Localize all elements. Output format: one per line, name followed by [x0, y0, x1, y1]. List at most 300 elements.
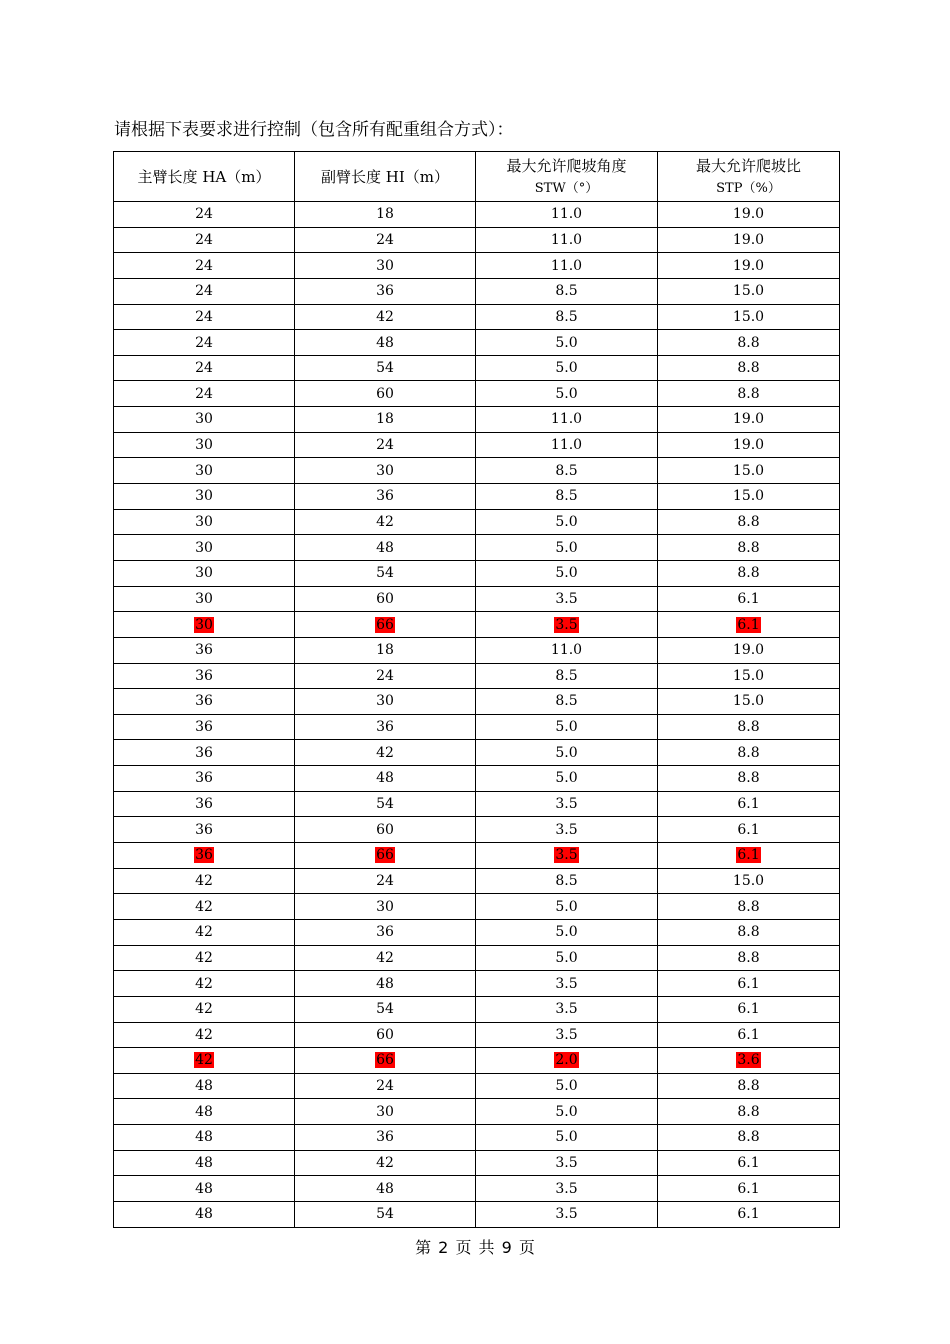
table-row [114, 330, 840, 356]
intro-text: 请根据下表要求进行控制（包含所有配重组合方式）： [114, 120, 514, 140]
main-boom-cell-value: 36 [195, 796, 213, 813]
table-body [114, 202, 840, 1228]
main-boom-cell [114, 355, 295, 381]
max-angle-cell [476, 535, 658, 561]
aux-boom-cell-value: 24 [376, 872, 394, 889]
table-row [114, 996, 840, 1022]
main-boom-cell [114, 791, 295, 817]
aux-boom-cell-value: 18 [376, 206, 394, 223]
max-ratio-cell-value: 6.1 [737, 1001, 760, 1018]
aux-boom-cell [295, 1022, 476, 1048]
aux-boom-cell [295, 1125, 476, 1151]
max-angle-cell-value: 11.0 [550, 231, 583, 248]
main-boom-cell [114, 278, 295, 304]
max-ratio-cell [658, 355, 840, 381]
aux-boom-cell-value: 36 [376, 488, 394, 505]
max-angle-cell [476, 278, 658, 304]
max-angle-cell [476, 612, 658, 638]
main-boom-cell-value: 36 [195, 770, 213, 787]
main-boom-cell-value: 24 [195, 231, 213, 248]
table-row [114, 637, 840, 663]
max-ratio-cell-value: 6.1 [737, 821, 760, 838]
main-boom-cell-value: 30 [195, 616, 213, 633]
max-angle-cell-value: 3.5 [555, 796, 578, 813]
aux-boom-cell-value: 42 [376, 308, 394, 325]
max-ratio-cell-value: 8.8 [737, 770, 760, 787]
max-ratio-cell [658, 1125, 840, 1151]
max-ratio-cell-value: 8.8 [737, 385, 760, 402]
aux-boom-cell-value: 36 [376, 924, 394, 941]
max-angle-cell [476, 560, 658, 586]
max-angle-cell-value: 5.0 [555, 898, 578, 915]
main-boom-cell-value: 42 [195, 1052, 213, 1069]
max-angle-cell [476, 945, 658, 971]
main-boom-cell [114, 740, 295, 766]
table-row [114, 791, 840, 817]
header-aux-boom-label: 副臂长度 HI（m） [321, 167, 449, 186]
max-angle-cell [476, 432, 658, 458]
max-ratio-cell-value: 8.8 [737, 334, 760, 351]
table-row [114, 663, 840, 689]
max-ratio-cell-value: 8.8 [737, 514, 760, 530]
max-ratio-cell [658, 1150, 840, 1176]
max-ratio-cell-value: 19.0 [732, 642, 765, 659]
max-angle-cell [476, 458, 658, 484]
aux-boom-cell-value: 24 [376, 437, 394, 454]
max-angle-cell [476, 330, 658, 356]
table-row [114, 843, 840, 869]
table-row [114, 714, 840, 740]
aux-boom-cell-value: 30 [376, 462, 394, 479]
main-boom-cell-value: 48 [195, 1129, 213, 1146]
max-angle-cell-value: 5.0 [555, 770, 578, 787]
max-ratio-cell-value: 19.0 [732, 206, 765, 223]
main-boom-cell [114, 612, 295, 638]
main-boom-cell-value: 48 [195, 1103, 213, 1120]
aux-boom-cell [295, 304, 476, 330]
max-ratio-cell [658, 432, 840, 458]
main-boom-cell [114, 663, 295, 689]
main-boom-cell [114, 1022, 295, 1048]
max-ratio-cell-value: 8.8 [737, 565, 760, 582]
max-angle-cell-value: 11.0 [550, 257, 583, 274]
aux-boom-cell [295, 843, 476, 869]
max-angle-cell-value: 5.0 [555, 949, 578, 966]
main-boom-cell-value: 36 [195, 744, 213, 761]
main-boom-cell-value: 30 [195, 437, 213, 454]
max-angle-cell-value: 8.5 [555, 667, 578, 684]
main-boom-cell-value: 36 [195, 693, 213, 710]
main-boom-cell [114, 714, 295, 740]
max-ratio-cell [658, 458, 840, 484]
max-ratio-cell-value: 15.0 [732, 693, 765, 710]
max-ratio-cell [658, 381, 840, 407]
aux-boom-cell-value: 48 [376, 539, 394, 556]
aux-boom-cell [295, 894, 476, 920]
max-ratio-cell [658, 1176, 840, 1202]
aux-boom-cell-value: 54 [376, 565, 394, 582]
max-angle-cell-value: 3.5 [555, 590, 578, 607]
table-row [114, 278, 840, 304]
aux-boom-cell [295, 1176, 476, 1202]
aux-boom-cell-value: 42 [376, 514, 394, 530]
max-angle-cell [476, 1125, 658, 1151]
table-row [114, 253, 840, 279]
main-boom-cell-value: 48 [195, 1206, 213, 1223]
max-ratio-cell [658, 560, 840, 586]
aux-boom-cell-value: 36 [376, 719, 394, 736]
aux-boom-cell-value: 54 [376, 796, 394, 813]
max-ratio-cell [658, 868, 840, 894]
header-main-boom-length [114, 152, 295, 202]
max-ratio-cell-value: 6.1 [737, 975, 760, 992]
max-ratio-cell [658, 740, 840, 766]
aux-boom-cell [295, 586, 476, 612]
header-aux-boom-length [295, 152, 476, 202]
table-row [114, 381, 840, 407]
max-ratio-cell-value: 6.1 [737, 1026, 760, 1043]
max-angle-cell [476, 1022, 658, 1048]
main-boom-cell-value: 24 [195, 308, 213, 325]
max-angle-cell [476, 817, 658, 843]
max-ratio-cell [658, 612, 840, 638]
main-boom-cell-value: 36 [195, 719, 213, 736]
aux-boom-cell [295, 740, 476, 766]
max-angle-cell-value: 5.0 [555, 1078, 578, 1095]
max-ratio-cell [658, 535, 840, 561]
max-ratio-cell-value: 8.8 [737, 719, 760, 736]
aux-boom-cell-value: 54 [376, 1206, 394, 1223]
aux-boom-cell-value: 48 [376, 975, 394, 992]
main-boom-cell-value: 36 [195, 642, 213, 659]
aux-boom-cell [295, 766, 476, 792]
aux-boom-cell-value: 54 [376, 360, 394, 377]
max-ratio-cell [658, 227, 840, 253]
max-angle-cell-value: 3.5 [555, 847, 578, 864]
aux-boom-cell-value: 42 [376, 744, 394, 761]
max-angle-cell-value: 5.0 [555, 1103, 578, 1120]
max-angle-cell [476, 1048, 658, 1074]
main-boom-cell-value: 48 [195, 1078, 213, 1095]
max-ratio-cell [658, 1073, 840, 1099]
aux-boom-cell [295, 330, 476, 356]
aux-boom-cell-value: 36 [376, 1129, 394, 1146]
main-boom-cell [114, 227, 295, 253]
max-ratio-cell-value: 8.8 [737, 898, 760, 915]
slope-limit-table [113, 151, 840, 1228]
main-boom-cell [114, 1073, 295, 1099]
main-boom-cell [114, 945, 295, 971]
main-boom-cell-value: 42 [195, 975, 213, 992]
max-ratio-cell [658, 1099, 840, 1125]
aux-boom-cell-value: 24 [376, 667, 394, 684]
max-ratio-cell-value: 8.8 [737, 539, 760, 556]
main-boom-cell-value: 36 [195, 667, 213, 684]
aux-boom-cell-value: 66 [376, 616, 394, 633]
max-angle-cell [476, 740, 658, 766]
main-boom-cell-value: 30 [195, 539, 213, 556]
table-header-row [114, 152, 840, 202]
main-boom-cell-value: 24 [195, 334, 213, 351]
main-boom-cell [114, 1176, 295, 1202]
main-boom-cell-value: 24 [195, 360, 213, 377]
table-row [114, 740, 840, 766]
aux-boom-cell-value: 24 [376, 1078, 394, 1095]
max-angle-cell-value: 3.5 [555, 1206, 578, 1223]
aux-boom-cell-value: 48 [376, 1180, 394, 1197]
table-row [114, 1125, 840, 1151]
aux-boom-cell [295, 714, 476, 740]
main-boom-cell-value: 36 [195, 847, 213, 864]
main-boom-cell-value: 42 [195, 1001, 213, 1018]
table-row [114, 766, 840, 792]
max-ratio-cell [658, 253, 840, 279]
max-angle-cell-value: 8.5 [555, 308, 578, 325]
aux-boom-cell [295, 1048, 476, 1074]
aux-boom-cell [295, 971, 476, 997]
table-row [114, 1099, 840, 1125]
aux-boom-cell-value: 30 [376, 257, 394, 274]
main-boom-cell-value: 48 [195, 1180, 213, 1197]
max-ratio-cell [658, 791, 840, 817]
max-ratio-cell-value: 8.8 [737, 1078, 760, 1095]
table-row [114, 586, 840, 612]
table-row [114, 1073, 840, 1099]
max-ratio-cell-value: 19.0 [732, 257, 765, 274]
aux-boom-cell [295, 817, 476, 843]
aux-boom-cell [295, 253, 476, 279]
aux-boom-cell [295, 227, 476, 253]
main-boom-cell [114, 817, 295, 843]
main-boom-cell [114, 202, 295, 228]
aux-boom-cell-value: 24 [376, 231, 394, 248]
aux-boom-cell [295, 355, 476, 381]
aux-boom-cell [295, 612, 476, 638]
table-row [114, 560, 840, 586]
main-boom-cell-value: 30 [195, 565, 213, 582]
aux-boom-cell [295, 381, 476, 407]
max-angle-cell-value: 5.0 [555, 565, 578, 582]
aux-boom-cell [295, 509, 476, 535]
max-ratio-cell-value: 15.0 [732, 462, 765, 479]
main-boom-cell [114, 1201, 295, 1227]
max-angle-cell [476, 484, 658, 510]
table-row [114, 612, 840, 638]
max-ratio-cell-value: 8.8 [737, 1103, 760, 1120]
main-boom-cell [114, 432, 295, 458]
main-boom-cell [114, 304, 295, 330]
aux-boom-cell [295, 432, 476, 458]
main-boom-cell-value: 42 [195, 872, 213, 889]
max-ratio-cell-value: 8.8 [737, 360, 760, 377]
main-boom-cell-value: 24 [195, 385, 213, 402]
table-row [114, 432, 840, 458]
main-boom-cell [114, 843, 295, 869]
main-boom-cell [114, 253, 295, 279]
max-angle-cell-value: 8.5 [555, 462, 578, 479]
max-ratio-cell-value: 15.0 [732, 283, 765, 300]
max-angle-cell [476, 381, 658, 407]
max-angle-cell-value: 5.0 [555, 924, 578, 941]
aux-boom-cell [295, 791, 476, 817]
aux-boom-cell [295, 560, 476, 586]
main-boom-cell-value: 42 [195, 924, 213, 941]
aux-boom-cell [295, 1201, 476, 1227]
table-row [114, 894, 840, 920]
main-boom-cell-value: 30 [195, 462, 213, 479]
max-ratio-cell [658, 663, 840, 689]
table-row [114, 304, 840, 330]
max-ratio-cell [658, 304, 840, 330]
max-angle-cell-value: 3.5 [555, 616, 578, 633]
max-angle-cell [476, 1150, 658, 1176]
max-ratio-cell-value: 8.8 [737, 949, 760, 966]
max-angle-cell-value: 5.0 [555, 719, 578, 736]
main-boom-cell-value: 30 [195, 488, 213, 505]
max-ratio-cell [658, 509, 840, 535]
max-angle-cell-value: 8.5 [555, 488, 578, 505]
main-boom-cell [114, 766, 295, 792]
table-row [114, 817, 840, 843]
max-angle-cell-value: 2.0 [555, 1052, 578, 1069]
main-boom-cell [114, 407, 295, 433]
header-max-climb-angle [476, 152, 658, 202]
max-angle-cell [476, 689, 658, 715]
max-ratio-cell-value: 15.0 [732, 488, 765, 505]
max-ratio-cell [658, 1022, 840, 1048]
table-row [114, 407, 840, 433]
max-angle-cell-value: 5.0 [555, 360, 578, 377]
max-ratio-cell [658, 1201, 840, 1227]
aux-boom-cell-value: 48 [376, 770, 394, 787]
main-boom-cell [114, 509, 295, 535]
table-row [114, 484, 840, 510]
table-row [114, 1048, 840, 1074]
aux-boom-cell [295, 1150, 476, 1176]
aux-boom-cell [295, 637, 476, 663]
max-ratio-cell-value: 6.1 [737, 847, 760, 864]
main-boom-cell [114, 535, 295, 561]
max-ratio-cell-value: 19.0 [732, 231, 765, 248]
max-angle-cell [476, 894, 658, 920]
main-boom-cell-value: 24 [195, 206, 213, 223]
table-row [114, 868, 840, 894]
main-boom-cell [114, 894, 295, 920]
max-angle-cell [476, 868, 658, 894]
max-ratio-cell [658, 843, 840, 869]
max-angle-cell-value: 3.5 [555, 1001, 578, 1018]
main-boom-cell [114, 1048, 295, 1074]
main-boom-cell [114, 637, 295, 663]
header-max-angle-title: 最大允许爬坡角度 [506, 156, 627, 175]
main-boom-cell-value: 30 [195, 590, 213, 607]
aux-boom-cell [295, 407, 476, 433]
table-row [114, 355, 840, 381]
max-ratio-cell [658, 996, 840, 1022]
aux-boom-cell [295, 202, 476, 228]
max-angle-cell-value: 11.0 [550, 642, 583, 659]
table-row [114, 509, 840, 535]
main-boom-cell [114, 1099, 295, 1125]
aux-boom-cell [295, 945, 476, 971]
max-angle-cell-value: 5.0 [555, 385, 578, 402]
max-angle-cell-value: 5.0 [555, 514, 578, 530]
main-boom-cell [114, 868, 295, 894]
max-ratio-cell-value: 6.1 [737, 1206, 760, 1223]
max-ratio-cell [658, 330, 840, 356]
main-boom-cell [114, 381, 295, 407]
aux-boom-cell-value: 60 [376, 385, 394, 402]
max-ratio-cell [658, 714, 840, 740]
max-angle-cell-value: 3.5 [555, 1155, 578, 1172]
aux-boom-cell-value: 66 [376, 847, 394, 864]
main-boom-cell-value: 36 [195, 821, 213, 838]
max-ratio-cell-value: 15.0 [732, 872, 765, 889]
main-boom-cell [114, 919, 295, 945]
max-ratio-cell [658, 817, 840, 843]
max-angle-cell-value: 11.0 [550, 411, 583, 428]
table-row [114, 919, 840, 945]
aux-boom-cell-value: 36 [376, 283, 394, 300]
table-row [114, 458, 840, 484]
aux-boom-cell [295, 868, 476, 894]
aux-boom-cell [295, 663, 476, 689]
header-max-angle-unit: STW（°） [534, 180, 599, 196]
max-ratio-cell [658, 689, 840, 715]
max-ratio-cell-value: 15.0 [732, 667, 765, 684]
aux-boom-cell [295, 919, 476, 945]
max-angle-cell-value: 3.5 [555, 1026, 578, 1043]
max-angle-cell-value: 5.0 [555, 539, 578, 556]
aux-boom-cell [295, 278, 476, 304]
aux-boom-cell [295, 535, 476, 561]
main-boom-cell-value: 24 [195, 283, 213, 300]
max-ratio-cell-value: 6.1 [737, 1180, 760, 1197]
max-ratio-cell-value: 15.0 [732, 308, 765, 325]
aux-boom-cell-value: 60 [376, 821, 394, 838]
max-angle-cell [476, 586, 658, 612]
max-ratio-cell-value: 6.1 [737, 590, 760, 607]
table-row [114, 945, 840, 971]
max-angle-cell [476, 791, 658, 817]
aux-boom-cell [295, 484, 476, 510]
max-ratio-cell-value: 19.0 [732, 411, 765, 428]
main-boom-cell [114, 586, 295, 612]
main-boom-cell [114, 1150, 295, 1176]
max-ratio-cell [658, 1048, 840, 1074]
max-angle-cell-value: 5.0 [555, 1129, 578, 1146]
aux-boom-cell-value: 42 [376, 949, 394, 966]
max-angle-cell-value: 11.0 [550, 206, 583, 223]
max-angle-cell [476, 407, 658, 433]
max-angle-cell [476, 766, 658, 792]
max-angle-cell [476, 714, 658, 740]
max-angle-cell [476, 996, 658, 1022]
header-max-climb-ratio [658, 152, 840, 202]
max-ratio-cell [658, 586, 840, 612]
max-angle-cell-value: 3.5 [555, 821, 578, 838]
main-boom-cell [114, 689, 295, 715]
page-number-footer: 第 2 页 共 9 页 [415, 1238, 535, 1257]
aux-boom-cell-value: 30 [376, 693, 394, 710]
max-angle-cell [476, 227, 658, 253]
max-angle-cell [476, 971, 658, 997]
table-row [114, 202, 840, 228]
max-angle-cell [476, 1073, 658, 1099]
max-ratio-cell-value: 6.1 [737, 796, 760, 813]
aux-boom-cell [295, 1099, 476, 1125]
max-angle-cell [476, 355, 658, 381]
